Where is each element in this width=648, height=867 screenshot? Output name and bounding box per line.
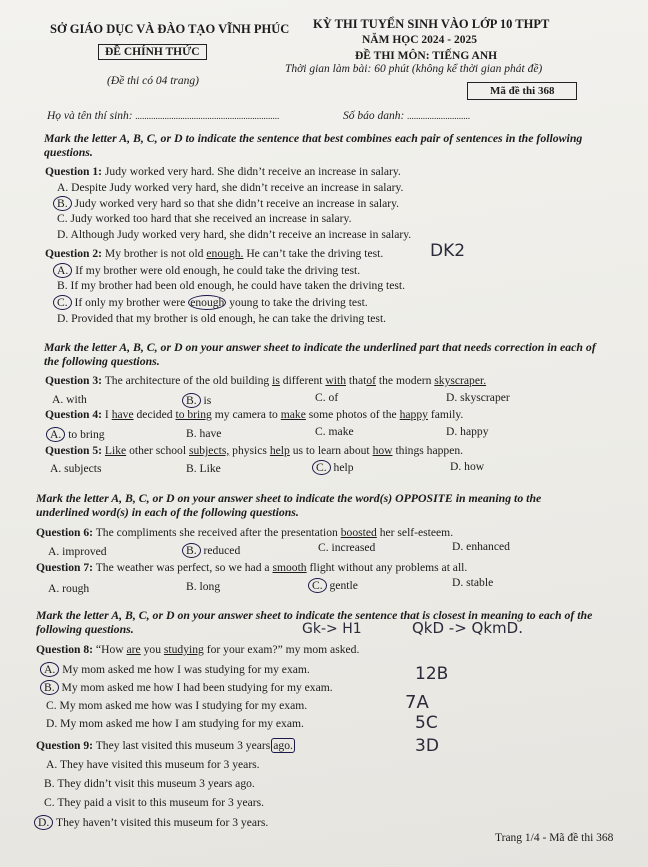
q6-b-circle: B. <box>182 543 201 558</box>
q8-option-b <box>44 680 333 695</box>
q1-label: Question 1: <box>45 165 103 178</box>
q4-option-c: C. make <box>315 425 354 438</box>
q6-option-d: D. enhanced <box>452 540 510 553</box>
q1-option-d: D. Although Judy worked very hard, she didn’t receive an increase in salary. <box>57 228 412 241</box>
section2-instruction: Mark the letter A, B, C, or D on your answer sheet to indicate the underlined part that needs correction in each of the following questions. <box>44 340 596 368</box>
q3-underline-3: of <box>366 374 376 387</box>
q9-option-c: C. They paid a visit to this museum for 3 years. <box>44 796 265 809</box>
q5-text-4: things happen. <box>395 444 464 457</box>
q3-option-c: C. of <box>315 391 339 404</box>
q4-underline-2: to bring <box>175 408 212 421</box>
q2-option-c-post: young to take the driving test. <box>229 296 368 309</box>
q9-text-1: They last visited this museum 3 years <box>95 739 271 752</box>
question-4 <box>45 408 463 421</box>
q6-underline-1: boosted <box>340 526 377 539</box>
q3-option-b-text: is <box>203 394 212 407</box>
q7-label: Question 7: <box>36 561 94 574</box>
handwriting-q8c: 7A <box>405 692 429 713</box>
q3-b-circle: B. <box>182 393 201 408</box>
q8-b-circle: B. <box>40 680 59 695</box>
q7-option-d: D. stable <box>452 576 494 589</box>
q5-underline-1: Like <box>104 444 127 457</box>
q3-option-d: D. skyscraper <box>446 391 510 404</box>
student-id-dots: ............................ <box>407 111 471 121</box>
q4-underline-4: happy <box>399 408 428 421</box>
q4-label: Question 4: <box>45 408 103 421</box>
q3-text-1: The architecture of the old building <box>104 374 270 387</box>
question-9 <box>36 738 295 753</box>
q7-option-a: A. rough <box>48 582 90 595</box>
q5-option-d: D. how <box>450 460 485 473</box>
handwriting-q8: 12B <box>415 664 449 684</box>
q5-option-a: A. subjects <box>50 462 102 475</box>
exam-title: KỲ THI TUYỂN SINH VÀO LỚP 10 THPT <box>313 17 550 31</box>
q6-text-1: The compliments she received after the presentation <box>95 526 338 539</box>
handwriting-q8d: 5C <box>415 713 438 733</box>
q5-option-b: B. Like <box>186 462 221 475</box>
q8-option-c: C. My mom asked me how was I studying for my exam. <box>46 699 308 712</box>
q9-d-circle: D. <box>34 815 53 830</box>
q6-label: Question 6: <box>36 526 94 539</box>
q3-text-4: the modern <box>378 374 432 387</box>
section1-instruction: Mark the letter A, B, C, or D to indicate the sentence that best combines each pair of sentences in the following questions. <box>44 131 583 159</box>
q2-option-b: B. If my brother had been old enough, he could have taken the driving test. <box>57 279 406 292</box>
q9-ago-box: ago. <box>273 739 293 752</box>
q3-option-a: A. with <box>52 393 87 406</box>
department-title: SỞ GIÁO DỤC VÀ ĐÀO TẠO VĨNH PHÚC <box>50 22 290 36</box>
q3-label: Question 3: <box>45 374 103 387</box>
q4-option-a-text: to bring <box>68 428 105 441</box>
q8-underline-2: studying <box>163 643 204 656</box>
q9-option-a: A. They have visited this museum for 3 years. <box>46 758 260 771</box>
q4-option-d: D. happy <box>446 425 489 438</box>
q8-option-a-text: My mom asked me how I was studying for my exam. <box>62 663 310 676</box>
student-name-dots: ................................................................ <box>135 111 280 121</box>
q4-option-a <box>50 427 105 442</box>
q7-text-1: The weather was perfect, so we had a <box>95 561 270 574</box>
q3-option-b <box>186 393 211 408</box>
q7-option-b: B. long <box>186 580 221 593</box>
q3-underline-4: skyscraper. <box>434 374 487 387</box>
q5-label: Question 5: <box>45 444 103 457</box>
official-badge: ĐỀ CHÍNH THỨC <box>98 44 207 60</box>
q2-text-post: He can’t take the driving test. <box>246 247 384 260</box>
q5-underline-3: help <box>269 444 290 457</box>
q8-option-a <box>44 662 310 677</box>
student-id-label: Số báo danh: <box>343 110 405 122</box>
question-2 <box>45 247 383 260</box>
exam-code-box: Mã đề thi 368 <box>467 82 577 100</box>
q9-option-b: B. They didn’t visit this museum 3 years ago. <box>44 777 255 790</box>
question-1 <box>45 165 401 178</box>
q4-text-5: family. <box>430 408 464 421</box>
question-7 <box>36 561 467 574</box>
q7-option-c <box>312 578 358 593</box>
handwriting-s4-2: QkD -> QkmD. <box>412 619 523 637</box>
q4-text-4: some photos of the <box>308 408 397 421</box>
q6-text-2: her self-esteem. <box>379 526 454 539</box>
q5-underline-4: how <box>372 444 393 457</box>
handwriting-q9: 3D <box>415 736 439 756</box>
q5-text-1: other school <box>129 444 187 457</box>
q7-text-2: flight without any problems at all. <box>309 561 468 574</box>
q8-option-d: D. My mom asked me how I am studying for my exam. <box>46 717 304 730</box>
q4-underline-1: have <box>111 408 134 421</box>
q8-text-3: for your exam?” my mom asked. <box>206 643 360 656</box>
q4-text-1: I <box>104 408 109 421</box>
q3-underline-2: with <box>325 374 347 387</box>
q4-underline-3: make <box>280 408 306 421</box>
time-note: Thời gian làm bài: 60 phút (không kể thời gian phát đề) <box>285 63 543 75</box>
q4-a-circle: A. <box>46 427 65 442</box>
q2-label: Question 2: <box>45 247 103 260</box>
q2-text-pre: My brother is not old <box>104 247 204 260</box>
question-3 <box>45 374 486 387</box>
q1-option-b-text: Judy worked very hard so that she didn’t receive an increase in salary. <box>74 197 400 210</box>
q1-option-c: C. Judy worked too hard that she received an increase in salary. <box>57 212 352 225</box>
q1-option-a: A. Despite Judy worked very hard, she didn’t receive an increase in salary. <box>57 181 404 194</box>
q4-text-2: decided <box>136 408 173 421</box>
q2-c-circle: C. <box>53 295 72 310</box>
q5-text-3: us to learn about <box>292 444 370 457</box>
q8-label: Question 8: <box>36 643 94 656</box>
handwriting-q2: DK2 <box>430 241 466 261</box>
handwriting-s4-1: Gk-> H1 <box>302 621 362 637</box>
subject-title: ĐỀ THI MÔN: TIẾNG ANH <box>355 50 498 62</box>
q7-underline-1: smooth <box>272 561 307 574</box>
q8-underline-1: are <box>126 643 141 656</box>
q3-underline-1: is <box>272 374 280 387</box>
q8-option-b-text: My mom asked me how I had been studying for my exam. <box>61 681 333 694</box>
q4-text-3: my camera to <box>214 408 278 421</box>
q2-option-c-pre: If only my brother were <box>74 296 186 309</box>
q1-option-b <box>57 196 399 211</box>
student-id-field <box>343 110 470 122</box>
q3-text-2: different <box>282 374 323 387</box>
q2-option-a-text: If my brother were old enough, he could take the driving test. <box>75 264 361 277</box>
q2-a-circle: A. <box>53 263 72 278</box>
q5-text-2: physics <box>232 444 267 457</box>
q2-option-a <box>57 263 360 278</box>
question-5 <box>45 444 463 457</box>
question-8 <box>36 643 359 656</box>
q6-option-a: A. improved <box>48 545 107 558</box>
q6-option-c: C. increased <box>318 541 376 554</box>
q9-option-d <box>38 815 268 830</box>
page-footer: Trang 1/4 - Mã đề thi 368 <box>495 832 614 844</box>
q6-option-b-text: reduced <box>203 544 241 557</box>
q4-option-b: B. have <box>186 427 222 440</box>
section3-instruction: Mark the letter A, B, C, or D on your answer sheet to indicate the word(s) OPPOSITE in meaning to the underlined word(s) in each of the following questions. <box>36 491 542 519</box>
section4-instruction: Mark the letter A, B, C, or D on your answer sheet to indicate the sentence that is closest in meaning to each of the following questions. <box>36 608 593 636</box>
q5-option-c-text: help <box>333 461 354 474</box>
q2-text-underlined: enough. <box>206 247 244 260</box>
q5-option-c <box>316 460 354 475</box>
q3-text-3: that <box>348 374 367 387</box>
school-year: NĂM HỌC 2024 - 2025 <box>362 34 477 46</box>
q1-b-circle: B. <box>53 196 72 211</box>
q8-text-2: you <box>143 643 161 656</box>
q9-option-d-text: They haven’t visited this museum for 3 years. <box>55 816 269 829</box>
question-6 <box>36 526 453 539</box>
q5-underline-2: subjects, <box>188 444 230 457</box>
student-name-label: Họ và tên thí sinh: <box>47 110 133 122</box>
q8-text-1: “How <box>95 643 124 656</box>
q2-option-c <box>57 295 368 310</box>
q5-c-circle: C. <box>312 460 331 475</box>
student-name-field <box>47 110 279 122</box>
q2-option-d: D. Provided that my brother is old enough, he can take the driving test. <box>57 312 387 325</box>
q9-label: Question 9: <box>36 739 94 752</box>
q8-a-circle: A. <box>40 662 59 677</box>
q7-c-circle: C. <box>308 578 327 593</box>
q7-option-c-text: gentle <box>329 579 358 592</box>
q1-text: Judy worked very hard. She didn’t receive an increase in salary. <box>104 165 401 178</box>
pages-note: (Đề thi có 04 trang) <box>107 75 199 87</box>
q2-c-enough-box: enough <box>190 296 225 309</box>
q6-option-b <box>186 543 240 558</box>
